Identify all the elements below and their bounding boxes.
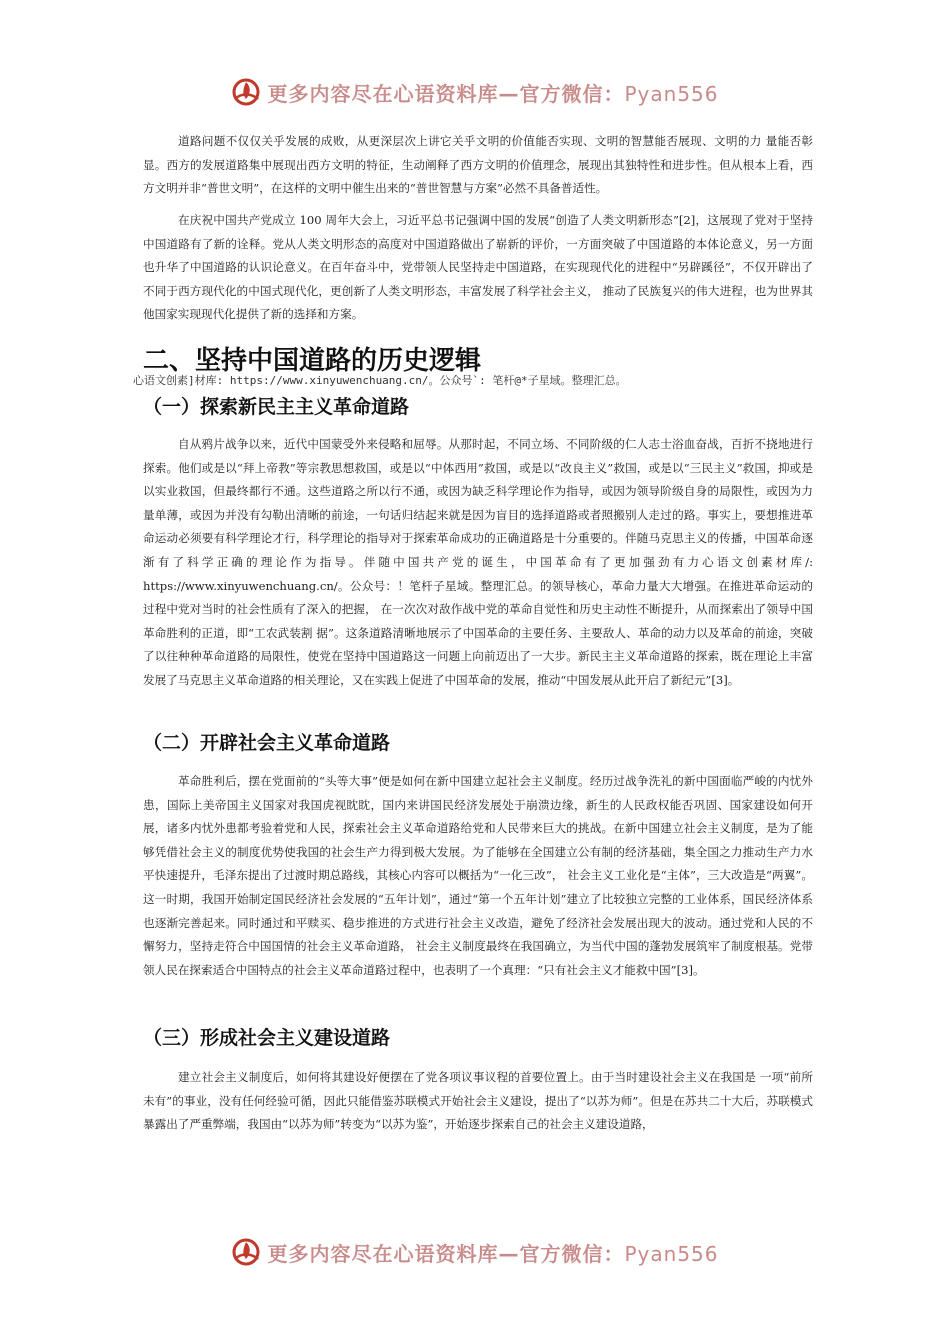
banner-text [267, 78, 718, 107]
banner-text-cn: 更多内容尽在心语资料库—官方微信： [267, 81, 625, 106]
paragraph-4 [143, 770, 813, 982]
flame-logo-icon [231, 77, 261, 107]
paragraph-3 [143, 433, 813, 693]
body-text: 革命胜利后，摆在党面前的“头等大事”便是如何在新中国建立起社会主义制度。经历过战争洗礼的新中国面临严峻的内忧外患，国际上美帝国主义国家对我国虎视眈眈，国内来讲国民经济发展处于崩溃边缘，新生的人民政权能否巩固、国家建设如何开展，诸多内忧外患都考验着党和人民，探索社会主义革命道路给党和人民带来巨大的挑战。在新中国建立社会主义制度，是为了能够凭借社会主义的制度优势使我国的社会生产力得到极大发展。为了能够在全国建立公有制的经济基础，集全国之力推动生产力水平快速提升，毛泽东提出了过渡时期总路线，其核心内容可以概括为“一化三改”， 社会主义工业化是“主体”，三大改造是“两翼”。这一时期，我国开始制定国民经济社会发展的“五年计划”，通过“第一个五年计划”建立了比较独立完整的工业体系，国民经济体系也逐渐完善起来。同时通过和平赎买、稳步推进的方式进行社会主义改造，避免了经济社会发展出现大的波动。通过党和人民的不懈努力，坚持走符合中国国情的社会主义革命道路， 社会主义制度最终在我国确立，为当代中国的蓬勃发展筑牢了制度根基。党带领人民在探索适合中国特点的社会主义革命道路过程中，也表明了一个真理：“只有社会主义才能救中国”[3]。 [143, 774, 813, 977]
paragraph-2 [143, 209, 813, 327]
section-heading: 二、坚持中国道路的历史逻辑 [143, 346, 482, 376]
footer-banner [0, 1232, 950, 1272]
banner-text-cn: 更多内容尽在心语资料库—官方微信： [267, 1241, 625, 1266]
subsection-heading-1: （一）探索新民主主义革命道路 [143, 396, 410, 418]
paragraph-5 [143, 1066, 813, 1137]
flame-logo-icon [231, 1237, 261, 1267]
body-text: 建立社会主义制度后，如何将其建设好便摆在了党各项议事议程的首要位置上。由于当时建设社会主义在我国是 一项“前所未有”的事业，没有任何经验可循，因此只能借鉴苏联模式开始社会主义建设，提出了“以苏为师”。但是在苏共二十大后，苏联模式暴露出了严重弊端，我国由“以苏为师”转变为“以苏为鉴”，开始逐步探索自己的社会主义建设道路， [143, 1070, 813, 1132]
subsection-heading-2: （二）开辟社会主义革命道路 [143, 732, 391, 754]
body-text: 自从鸦片战争以来，近代中国蒙受外来侵略和屈辱。从那时起，不同立场、不同阶级的仁人志士浴血奋战，百折不挠地进行探索。他们或是以“拜上帝教”等宗教思想救国，或是以“中体西用”救国，或是以“改良主义”救国，或是以“三民主义”救国，抑或是以实业救国，但最终都行不通。这些道路之所以行不通，或因为缺乏科学理论作为指导，或因为领导阶级自身的局限性，或因为力量单薄，或因为并没有勾勒出清晰的前途，一句话归结起来就是因为盲目的选择道路或者照搬别人走过的路。事实上，要想推进革命运动必须要有科学理论才行，科学理论的指导对于探索革命成功的正确道路是十分重要的。伴随马克思主义的传播，中国革命逐渐有了科学正确的理论作为指导。伴随中国共产党的诞生，中国革命有了更加强劲有力心语文创素材库/: https://www.xinyuwenchuang.cn/。公众号：！笔杆子星域。整理汇总。的领导核心，革命力量大大增强。在推进革命运动的过程中党对当时的社会性质有了深入的把握， 在一次次对敌作战中党的革命自觉性和历史主动性不断提升，从而探索出了领导中国革命胜利的正道，即“工农武装割 据”。这条道路清晰地展示了中国革命的主要任务、主要敌人、革命的动力以及革命的前途，突破了以往种种革命道路的局限性，使党在坚持中国道路这一问题上向前迈出了一大步。新民主主义革命道路的探索，既在理论上丰富发展了马克思主义革命道路的相关理论，又在实践上促进了中国革命的发展，推动“中国发展从此开启了新纪元”[3]。 [143, 437, 813, 687]
body-text: 在庆祝中国共产党成立 100 周年大会上，习近平总书记强调中国的发展“创造了人类文明新形态”[2]，这展现了党对于坚持中国道路有了新的诠释。党从人类文明形态的高度对中国道路做出了崭新的评价，一方面突破了中国道路的本体论意义，另一方面也升华了中国道路的认识论意义。在百年奋斗中，党带领人民坚持走中国道路，在实现现代化的进程中“另辟蹊径”，不仅开辟出了不同于西方现代化的中国式现代化，更创新了人类文明形态，丰富发展了科学社会主义， 推动了民族复兴的伟大进程，也为世界其他国家实现现代化提供了新的选择和方案。 [143, 213, 813, 322]
header-banner [0, 72, 950, 112]
paragraph-1 [143, 130, 813, 201]
subsection-heading-3: （三）形成社会主义建设道路 [143, 1027, 391, 1049]
watermark-text: 心语文创素]材库: https://www.xinyuwenchuang.cn/。公众号`: 笔杆@*子星域。整理汇总。 [133, 374, 627, 387]
banner-text [267, 1238, 718, 1267]
body-text: 道路问题不仅仅关乎发展的成败，从更深层次上讲它关乎文明的价值能否实现、文明的智慧能否展现、文明的力 量能否彰显。西方的发展道路集中展现出西方文明的特征，生动阐释了西方文明的价值理念，展现出其独特性和进步性。但从根本上看，西方文明并非“普世文明”，在这样的文明中催生出来的“普世智慧与方案”必然不具备普适性。 [143, 134, 813, 196]
banner-wechat-id: Pyan556 [624, 81, 719, 106]
banner-wechat-id: Pyan556 [624, 1241, 719, 1266]
